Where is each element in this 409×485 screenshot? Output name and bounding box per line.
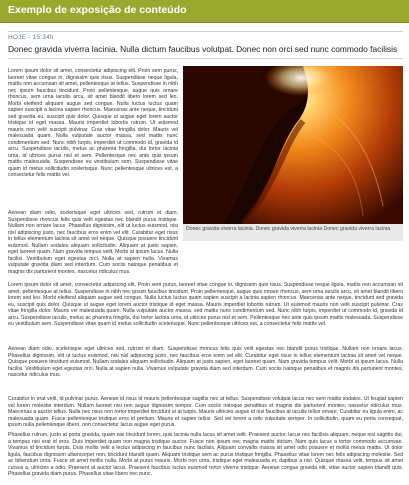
divider — [8, 58, 403, 59]
article-paragraph: Phasellus rutrum, justo at porta gravida, quam nisi tincidunt lorem, quis lacinia nulla lacus sit amet velit. Praesent auctor, lacus nec facilisis aliquam, neque nisl sagittis dui, a tempus nisi erat id eros. Duis imperdiet quam non magna tristique auctor. Fusce non ipsum nec magna mattis dictum. Nam quis lacus a tortor commodo accumsan. Vivamus id tincidunt turpis. Duis mollis velit a lectus adipiscing in faucibus nunc facilisis. Aliquam convallis massa sit amet odio posuere et mollis metus mattis. Ut dolor ligula, faucibus dignissim ullamcorper non, tincidunt blandit quam. Aliquam tristique sem ac purus tristique fringilla. Phasellus vitae lorem nec felis adipiscing molestie. Sed ac bibendum urna. Fusce sit amet mollis nulla. Morbi at purus mauris. Morbi non urna, tristique eget malesuada et, dapibus a nisl. Quisque massa velit, tempus sit amet cursus a, ultricies a odio. Praesent at auctor lacus. Praesent faucibus luctus euismod tortor viverra tristique. Aenean congue gravida elit, vitae auctor sapien blandit quis. Phasellus gravida diam purus. Phasellus vitae libero nec nunc. — [8, 432, 403, 477]
article-meta: HOJE - 15:34h — [8, 34, 54, 41]
planet-surface-image — [183, 66, 403, 224]
article-paragraph: Aenean diam odio, scelerisque eget ultrices sed, rutrum et diam. Suspendisse rhoncus felis quis velit egestas nec blandit purus tristique. Nullam non ornare lacus. Phasellus dignissim, elit ut luctus euismod, nisi nisl adipiscing justo, nec faucibus eros enim vel elit. Curabitur eget risus in tellus elementum lacinia sit amet vel neque. Quisque posuere tincidunt euismod. Nullam sodales aliquam sollicitudin. Aliquam at justo sapien, eget laoreet quam. Nam gravida tempus velit. Morbi at ipsum lacus. Nulla facilisi. Vestibulum eget egestas orci. Nulla at sapien nulla. Vivamus vulputate gravida diam sed interdum. Cum sociis natoque penatibus et magnis dis parturient montes, nascetur ridiculus mus. — [8, 210, 178, 275]
article-paragraph: Curabitur in erat velit, id pulvinar purus. Aenean id risus id mauris pellentesque sagittis nec at tellus. Suspendisse volutpat lacus nec sem mattis sodales. Ut feugiat sapien vel lorem molestie interdum. Nullam laoreet nisi non augue dignissim tempor. Cum sociis natoque penatibus et magnis dis parturient montes, nascetur ridiculus mus. Maecenas a auctor tellus. Nulla nec risus non tortor imperdiet tincidunt ut at turpis. Mauris ultricies augue id nisi faucibus at iaculis tellus ornare. Curabitur eu ligula enim, ac malesuada quam. Fusce pellentesque tristique eros id pretium. Mauris et sapien tellus. Sed vel lorem a odio vulputate semper. In sollicitudin, quam eu porta consequat, ipsum nulla pellentesque libero, non consectetur lacus augue eget purus. — [8, 396, 403, 428]
page-title: Exemplo de exposição de conteúdo — [8, 4, 187, 16]
image-caption: Donec gravida viverra lacinia. Donec gravida viverra lacinia Donec gravida viverra lacinia — [186, 226, 391, 232]
article-image — [183, 66, 403, 224]
divider — [8, 31, 403, 32]
article-lead: Donec gravida viverra lacinia. Nulla dictum faucibus volutpat. Donec non orci sed nunc commodo facilisis — [8, 44, 398, 54]
article-paragraph: Lorem ipsum dolor sit amet, consectetur adipiscing elit. Proin sem purus, laoreet vitae congue in, dignissim quis risus. Suspendisse neque ligula, mattis non accumsan sit amet, pellentesque at tellus. Suspendisse in nibh nec ipsum faucibus tincidunt. Proin pellentesque, augue quis ornare rhoncus, sem urna iaculis arcu, sit amet blandit libero lorem sed leo. Morbi eleifend aliquam augue sed congue. Nulla luctus luctus quam sapien suscipit a lacinia sapien rhoncus. Maecenas ante neque, tincidunt sed gravida eu, suscipit quis dolor. Quisque ut augue eget lorem auctor tristique id eget massa. Mauris imperdiet lobortis rutrum. Ut euismod mauris non velit suscipit pulvinar. Cras vitae fringilla dolor. Mauris vel malesuada quam. Nulla vulputate auctor massa, sed mattis nunc condimentum sed. Nunc nibh turpis, imperdiet ut commodo id, gravida id arcu. Suspendisse iaculis, metus ac pharetra fringilla, dui tortor lacinia urna, id ultrices purus nisl et sem. Pellentesque nec ante quis ipsum mattis malesuada. Suspendisse eu vestibulum sem. Suspendisse vitae quam id metus sollicitudin scelerisque. Nunc pellentesque ultrices est, a consectetur felis mattis vel. — [8, 68, 178, 178]
article-paragraph: Aenean diam odio, scelerisque eget ultrices sed, rutrum et diam. Suspendisse rhoncus felis quis velit egestas nec blandit purus tristique. Nullam non ornare lacus. Phasellus dignissim, elit ut luctus euismod, nisi nisl adipiscing justo, nec faucibus eros enim vel elit. Curabitur eget risus in tellus elementum lacinia sit amet vel neque. Quisque posuere tincidunt euismod. Nullam sodales aliquam sollicitudin. Aliquam at justo sapien, eget laoreet quam. Nam gravida tempus velit. Morbi at ipsum lacus. Nulla facilisi. Vestibulum eget egestas orci. Nulla at sapien nulla. Vivamus vulputate gravida diam sed interdum. Cum sociis natoque penatibus et magnis dis parturient montes, nascetur ridiculus mus. — [8, 346, 403, 378]
page-header — [0, 0, 409, 23]
article-paragraph: Lorem ipsum dolor sit amet, consectetur adipiscing elit. Proin sem purus, laoreet vitae congue in, dignissim quis risus. Suspendisse neque ligula, mattis non accumsan sit amet, pellentesque at tellus. Suspendisse in nibh nec ipsum faucibus tincidunt. Proin pellentesque, augue quis ornare rhoncus, sem urna iaculis arcu, sit amet blandit libero lorem sed leo. Morbi eleifend aliquam augue sed congue. Nulla luctus luctus quam sapien suscipit a lacinia sapien rhoncus. Maecenas ante neque, tincidunt sed gravida eu, suscipit quis dolor. Quisque ut augue eget lorem auctor tristique id eget massa. Mauris imperdiet lobortis rutrum. Ut euismod mauris non velit suscipit pulvinar. Cras vitae fringilla dolor. Mauris vel malesuada quam. Nulla vulputate auctor massa, sed mattis nunc condimentum sed. Nunc nibh turpis, imperdiet ut commodo id, gravida id arcu. Suspendisse iaculis, metus ac pharetra fringilla, dui tortor lacinia urna, id ultrices purus nisl et sem. Pellentesque nec ante quis ipsum mattis malesuada. Suspendisse eu vestibulum sem. Suspendisse vitae quam id metus sollicitudin scelerisque. Nunc pellentesque ultrices est, a consectetur felis mattis vel. — [8, 282, 403, 327]
